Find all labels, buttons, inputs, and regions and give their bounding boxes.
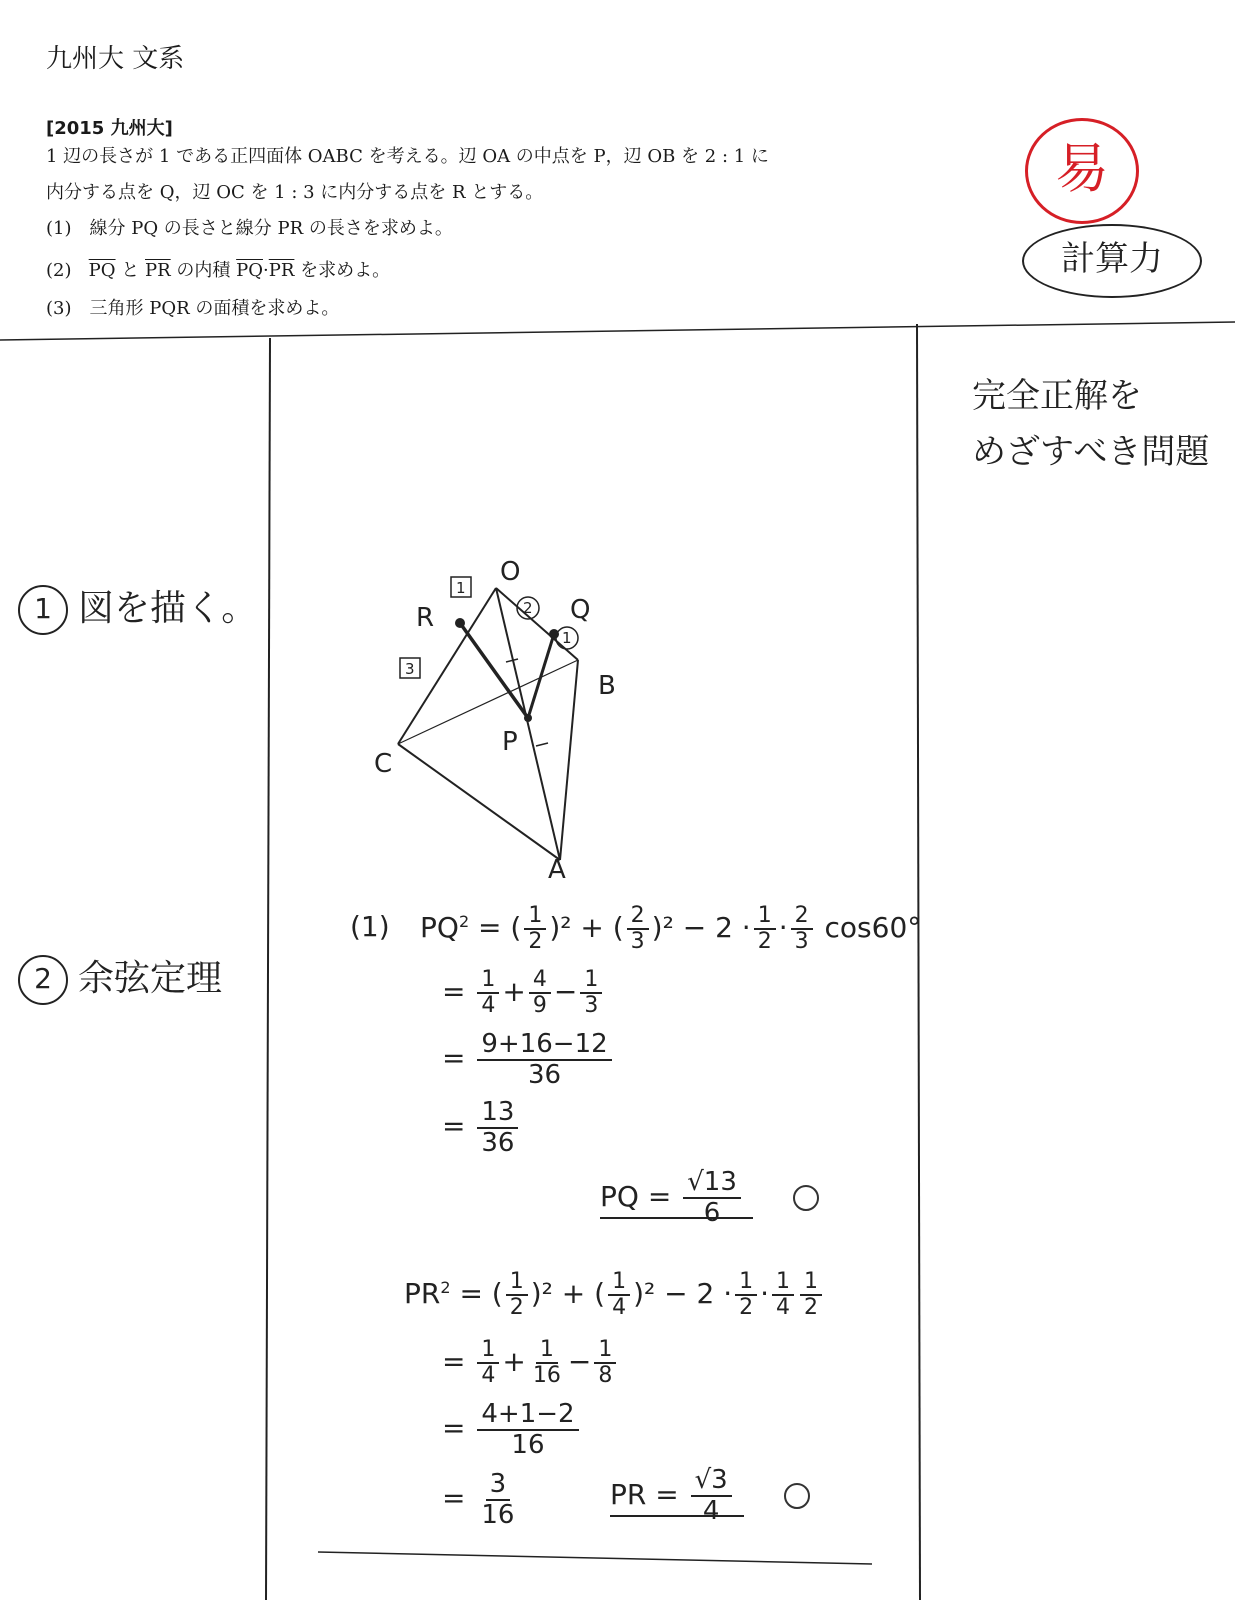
pq-squared-line (420, 904, 921, 954)
frac-num: 1 (477, 1338, 499, 1364)
frac-den: 4 (702, 1495, 720, 1526)
pq-answer-box (600, 1167, 753, 1228)
frac-den: 4 (481, 1363, 496, 1389)
frac-den: 16 (532, 1363, 561, 1389)
frac-den: 3 (794, 929, 809, 955)
equals: = (442, 1041, 466, 1075)
step-2 (18, 950, 222, 1005)
pr-step-1 (442, 1338, 619, 1388)
step-1-label: 図を描く。 (78, 588, 258, 629)
frac-1-3 (580, 968, 602, 1018)
minus: − (553, 975, 578, 1009)
frac-num: 2 (627, 904, 649, 930)
pq-step-1 (442, 968, 605, 1018)
q2-mid: の内積 (170, 260, 237, 281)
equals: = (442, 1345, 466, 1379)
tick-pa (536, 743, 548, 746)
frac-den: 2 (528, 929, 543, 955)
pq-step-3 (442, 1098, 521, 1157)
pq2-lhs: PQ (420, 911, 459, 945)
pq-answer-lhs: PQ = (600, 1179, 672, 1213)
difficulty-stamp: 易 (1025, 118, 1139, 224)
frac-den: 36 (481, 1127, 515, 1158)
frac-num: √13 (683, 1168, 741, 1199)
frac-sum-pr (477, 1400, 578, 1459)
frac-den: 9 (532, 993, 547, 1019)
equals: = (442, 1411, 466, 1445)
pq-step-2 (442, 1030, 615, 1089)
page-title: 九州大 文系 (46, 44, 185, 74)
part-label: (1) (350, 910, 390, 943)
frac-den: 4 (612, 1295, 627, 1321)
problem-source-tag: [2015 九州大] (46, 118, 173, 139)
step-2-label: 余弦定理 (78, 958, 223, 999)
frac-1-8 (594, 1338, 616, 1388)
pq2-sq: 2 (458, 911, 470, 931)
vector-pq-2: $\overline{PQ}$ (236, 260, 263, 281)
frac-2-3 (627, 904, 649, 954)
pr-squared-line (404, 1270, 825, 1320)
frac-num: 4+1−2 (477, 1400, 578, 1431)
frac-num: 1 (524, 904, 546, 930)
frac-1-2b (754, 904, 776, 954)
frac-1-2c (506, 1270, 528, 1320)
problem-statement-line-2: 内分する点を Q，辺 OC を 1 : 3 に内分する点を R とする。 (46, 182, 544, 203)
frac-num: 1 (772, 1270, 794, 1296)
tetrahedron-figure (360, 560, 680, 880)
problem-statement-line-1: 1 辺の長さが 1 である正四面体 OABC を考える。辺 OA の中点を P，辺 OB を 2 : 1 に (46, 146, 769, 167)
ratio-rc: 3 (405, 660, 415, 678)
ratio-or: 1 (456, 579, 466, 597)
frac-1-2d (735, 1270, 757, 1320)
frac-den: 2 (509, 1295, 524, 1321)
frac-1-4d (477, 1338, 499, 1388)
frac-1-4c (772, 1270, 794, 1320)
correct-mark (793, 1185, 819, 1211)
frac-num: 1 (594, 1338, 616, 1364)
frac-num: 3 (486, 1470, 511, 1501)
label-b: B (598, 671, 616, 701)
label-c: C (374, 749, 393, 779)
equals: = (442, 1109, 466, 1143)
vector-pq: $\overline{PQ}$ (88, 260, 116, 281)
pq2-a: = ( (478, 911, 522, 945)
frac-num: 1 (735, 1270, 757, 1296)
question-3: (3) 三角形 PQR の面積を求めよ。 (46, 298, 340, 319)
pr-answer-lhs: PR = (610, 1477, 679, 1511)
skill-tag: 計算力 (1022, 224, 1202, 298)
frac-num: 4 (529, 968, 551, 994)
frac-den: 4 (481, 993, 496, 1019)
label-a: A (548, 855, 566, 880)
segment-pr (460, 623, 528, 718)
frac-num: 9+16−12 (477, 1030, 611, 1061)
step-2-number: 2 (18, 955, 68, 1005)
frac-1-2 (524, 904, 546, 954)
side-note-line-2: めざすべき問題 (972, 432, 1210, 472)
frac-2-3b (791, 904, 813, 954)
minus: − (567, 1345, 592, 1379)
cos60: cos60° (824, 911, 922, 945)
pr2-d: · (760, 1277, 770, 1311)
frac-num: 1 (506, 1270, 528, 1296)
frac-den: 3 (584, 993, 599, 1019)
frac-1-4 (477, 968, 499, 1018)
plus: + (502, 975, 526, 1009)
label-q: Q (570, 595, 591, 625)
frac-4-9 (529, 968, 551, 1018)
frac-den: 16 (511, 1429, 545, 1460)
step-1 (18, 580, 257, 635)
q2-end: を求めよ。 (294, 260, 391, 281)
frac-num: 1 (754, 904, 776, 930)
frac-den: 6 (703, 1197, 721, 1228)
q2-and: と (115, 260, 145, 281)
vector-pr-2: $\overline{PR}$ (268, 260, 295, 281)
dot-product-symbol: · (263, 260, 269, 281)
frac-num: 1 (580, 968, 602, 994)
frac-1-2e (800, 1270, 822, 1320)
correct-mark (784, 1483, 810, 1509)
pr2-c: )² − 2 · (633, 1277, 733, 1311)
left-column-divider (266, 338, 270, 1600)
frac-den: 2 (739, 1295, 754, 1321)
bottom-rule (318, 1552, 872, 1564)
frac-root3-4 (691, 1466, 732, 1525)
pr-answer-box (610, 1465, 744, 1526)
step-1-number: 1 (18, 585, 68, 635)
frac-num: 2 (791, 904, 813, 930)
pr2-b: )² + ( (530, 1277, 606, 1311)
equals: = (442, 1481, 466, 1515)
frac-13-36 (477, 1098, 518, 1157)
pr2-a: = ( (459, 1277, 503, 1311)
pr-answer (610, 1466, 810, 1525)
plus: + (502, 1345, 526, 1379)
frac-den: 8 (598, 1363, 613, 1389)
label-p: P (502, 727, 518, 757)
frac-den: 4 (776, 1295, 791, 1321)
frac-1-16 (529, 1338, 565, 1388)
frac-num: 1 (608, 1270, 630, 1296)
ratio-qb: 1 (562, 629, 572, 647)
pq2-c: )² − 2 · (651, 911, 751, 945)
side-note-line-1: 完全正解を (972, 376, 1142, 416)
frac-num: 1 (800, 1270, 822, 1296)
frac-1-4b (608, 1270, 630, 1320)
vector-pr: $\overline{PR}$ (145, 260, 171, 281)
frac-den: 36 (527, 1059, 562, 1090)
frac-den: 3 (630, 929, 645, 955)
segment-pq (528, 634, 554, 718)
frac-root13-6 (683, 1168, 741, 1227)
pq2-d: · (778, 911, 788, 945)
frac-sum (477, 1030, 611, 1089)
pq2-b: )² + ( (549, 911, 624, 945)
question-2-number: (2) (46, 260, 72, 281)
frac-num: 1 (536, 1338, 558, 1364)
label-o: O (500, 560, 521, 587)
frac-den: 2 (804, 1295, 819, 1321)
frac-num: 1 (477, 968, 499, 994)
question-1: (1) 線分 PQ の長さと線分 PR の長さを求めよ。 (46, 218, 453, 239)
ratio-oq: 2 (523, 599, 533, 617)
frac-3-16 (477, 1470, 518, 1529)
frac-den: 2 (757, 929, 772, 955)
point-p (524, 714, 532, 722)
pr2-sq: 2 (440, 1277, 451, 1297)
frac-num: 13 (477, 1098, 518, 1129)
point-r (455, 618, 465, 628)
label-r: R (416, 603, 435, 633)
right-column-divider (917, 324, 920, 1600)
pr-step-3 (442, 1470, 521, 1529)
frac-num: √3 (691, 1466, 732, 1497)
pq-answer (600, 1168, 819, 1227)
pr-step-2 (442, 1400, 582, 1459)
pr2-lhs: PR (404, 1277, 441, 1311)
frac-den: 16 (481, 1499, 515, 1530)
edge-ba (560, 660, 578, 860)
edge-ca (398, 744, 560, 860)
header-divider (0, 322, 1235, 340)
edge-oa (496, 588, 560, 860)
equals: = (442, 975, 466, 1009)
